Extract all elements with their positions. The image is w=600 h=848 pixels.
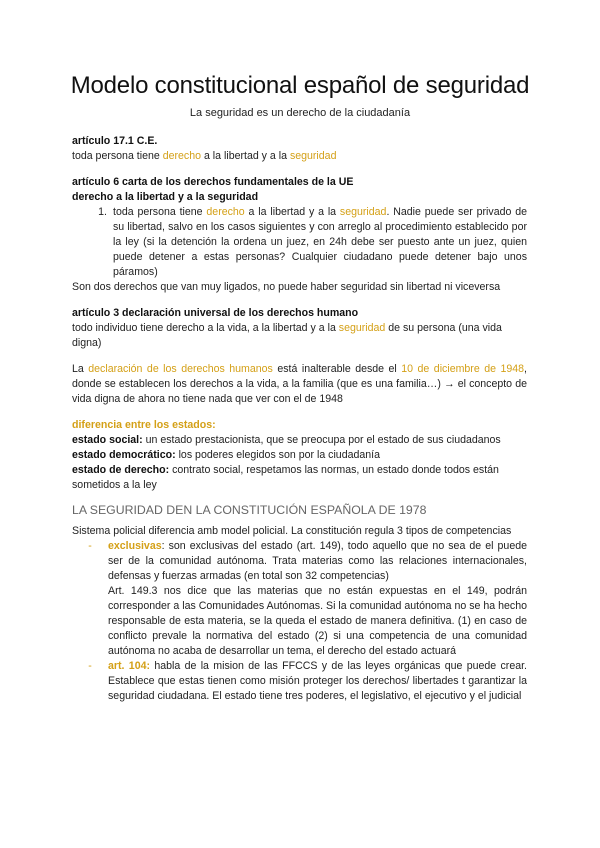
bullet-text: art. 104: habla de la mision de las FFCCS y de las leyes orgánicas que puede crear. Establece que estas tienen como misión proteger los derechos/ libertades t garantizar la seguridad ciudadana. El estado tiene tres poderes, el legislativo, el ejecutivo y el judicial [108,660,527,702]
state-item: estado social: un estado prestacionista, que se preocupa por el estado de sus ciudadanos [72,434,501,446]
document-body [72,134,527,704]
bullet-item-art-104 [72,659,527,704]
document-subtitle: La seguridad es un derecho de la ciudadanía [189,107,411,119]
list-number: 1. [98,206,107,218]
article-3-heading: artículo 3 declaración universal de los derechos humano [72,307,359,319]
highlight-declaration: declaración de los derechos humanos [88,363,273,375]
highlight-seguridad: seguridad [338,322,386,334]
declaration-paragraph: La declaración de los derechos humanos está inalterable desde el 10 de diciembre de 1948, donde se establecen los derechos a la vida, a la familia (que es una familia…) → el concepto de vida digna de ahora no tiene nada que ver con el de 1948 [72,363,527,405]
highlight-seguridad: seguridad [339,206,387,218]
section-heading: LA SEGURIDAD DEN LA CONSTITUCIÓN ESPAÑOLA DE 1978 [72,503,427,517]
list-item-text: toda persona tiene derecho a la libertad y a la seguridad. Nadie puede ser privado de su libertad, salvo en los casos siguientes y con arreglo al procedimiento establecido por la ley (si la detención la ordena un juez, en 24h debe ser puesto ante un juez, quien puede detener a estas personas? Cualquier ciudadano puede detener bajo unos páramos) [113,206,527,278]
bullet-text: exclusivas: son exclusivas del estado (art. 149), todo aquello que no sea de el puede ser de la comunidad autónoma. Trata materias como las relaciones internacionales, defensas y fuerzas armadas (en total son 32 competencias) Art. 149.3 nos dice que las materias que no están expuestas en el 149, podrán corresponder a las Comunidades Autónomas. Si la comunidad autónoma no se ha hecho responsable de esta materia, se la queda el estado de manera definitiva. (1) en caso de conflicto prevale la normativa del estado (2) si una competencia de una comunidad autónoma no acaba de desarrollar un tema, el derecho del estado actuará [108,540,527,657]
states-heading: diferencia entre los estados: [72,419,216,431]
article-149-paragraph: Art. 149.3 nos dice que las materias que no están expuestas en el 149, podrán corresponder a las Comunidades Autónomas. Si la comunidad autónoma no se ha hecho responsable de esta materia, se la queda el estado de manera definitiva. (1) en caso de conflicto prevale la normativa del estado (2) si una competencia de una comunidad autónoma no acaba de desarrollar un tema, el derecho del estado actuará [108,585,527,657]
article-17-text: toda persona tiene derecho a la libertad y a la seguridad [72,150,337,162]
article-6-note: Son dos derechos que van muy ligados, no puede haber seguridad sin libertad ni viceversa [72,281,501,293]
state-item: estado de derecho: contrato social, respetamos las normas, un estado donde todos están sometidos a la ley [72,464,499,491]
bullet-item-exclusivas [72,539,527,659]
highlight-derecho: derecho [206,206,245,218]
highlight-derecho: derecho [162,150,202,162]
highlight-exclusivas: exclusivas [108,540,162,552]
highlight-seguridad: seguridad [289,150,337,162]
highlight-art-104: art. 104: [108,660,151,672]
highlight-date: 10 de diciembre de 1948 [401,363,525,375]
article-6-subheading: derecho a la libertad y a la seguridad [72,191,259,203]
numbered-list-item [72,205,527,280]
dash-marker: - [88,540,92,552]
state-item: estado democrático: los poderes elegidos son por la ciudadanía [72,449,380,461]
article-3-text: todo individuo tiene derecho a la vida, a la libertad y a la seguridad de su persona (una vida digna) [72,322,502,349]
article-6-heading: artículo 6 carta de los derechos fundamentales de la UE [72,176,354,188]
document-title: Modelo constitucional español de seguridad [70,72,530,99]
dash-marker: - [88,660,92,672]
section-intro: Sistema policial diferencia amb model policial. La constitución regula 3 tipos de competencias [72,525,512,537]
article-17-heading: artículo 17.1 C.E. [72,135,158,147]
